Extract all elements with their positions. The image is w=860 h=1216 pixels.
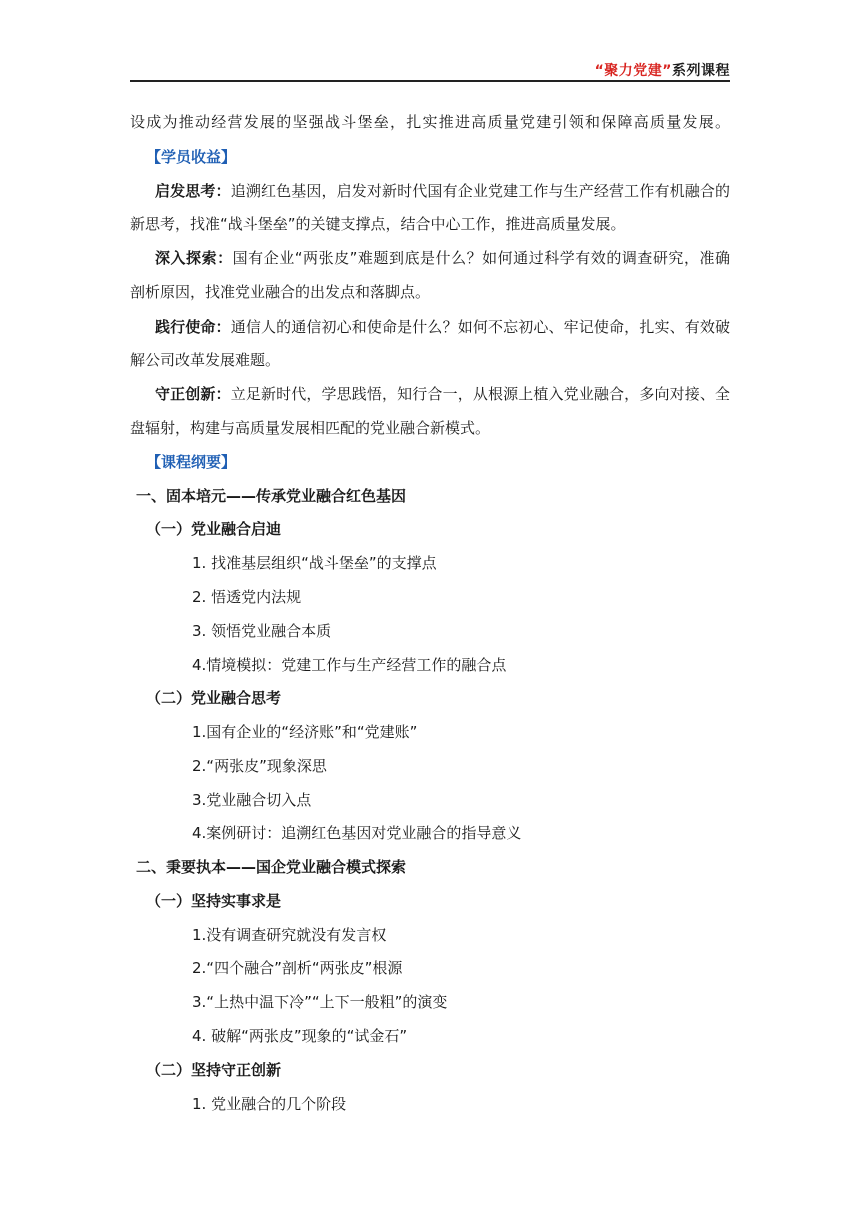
outline-part1-sub2-heading: （二）党业融合思考 <box>146 689 282 707</box>
intro-line: 设成为推动经营发展的坚强战斗堡垒，扎实推进高质量党建引领和保障高质量发展。 <box>130 113 730 131</box>
outline-item: 3.党业融合切入点 <box>192 791 312 809</box>
benefit-1-line1 <box>155 181 730 201</box>
benefit-2-label: 深入探索： <box>155 249 233 267</box>
outline-part1-sub1-heading: （一）党业融合启迪 <box>146 520 282 538</box>
benefit-2-text1: 国有企业“两张皮”难题到底是什么？如何通过科学有效的调查研究，准确 <box>232 249 730 267</box>
benefit-3-line1 <box>155 317 730 337</box>
benefit-3-line2: 解公司改革发展难题。 <box>130 351 281 369</box>
header-brand: “聚力党建” <box>594 63 672 79</box>
header-suffix: 系列课程 <box>672 63 730 79</box>
outline-item: 1.国有企业的“经济账”和“党建账” <box>192 723 418 741</box>
outline-item: 2.“两张皮”现象深思 <box>192 757 327 775</box>
page-header <box>595 60 730 80</box>
outline-title: 【课程纲要】 <box>146 453 237 471</box>
outline-item: 4.案例研讨：追溯红色基因对党业融合的指导意义 <box>192 824 522 842</box>
outline-item: 2. 悟透党内法规 <box>192 588 302 606</box>
benefit-2-line1 <box>155 248 730 268</box>
benefit-4-text1: 立足新时代，学思践悟，知行合一，从根源上植入党业融合，多向对接、全 <box>230 385 730 403</box>
benefit-3-text1: 通信人的通信初心和使命是什么？如何不忘初心、牢记使命，扎实、有效破 <box>230 318 730 336</box>
outline-part2-sub2-heading: （二）坚持守正创新 <box>146 1061 282 1079</box>
outline-item: 1.没有调查研究就没有发言权 <box>192 926 387 944</box>
benefit-1-text1: 追溯红色基因，启发对新时代国有企业党建工作与生产经营工作有机融合的 <box>230 182 730 200</box>
outline-item: 4. 破解“两张皮”现象的“试金石” <box>192 1027 408 1045</box>
outline-item: 3. 领悟党业融合本质 <box>192 622 332 640</box>
outline-item: 2.“四个融合”剖析“两张皮”根源 <box>192 959 403 977</box>
outline-part1-heading: 一、固本培元——传承党业融合红色基因 <box>136 487 407 505</box>
benefit-4-line2: 盘辐射，构建与高质量发展相匹配的党业融合新模式。 <box>130 419 491 437</box>
benefit-1-label: 启发思考： <box>155 182 231 200</box>
benefit-2-line2: 剖析原因，找准党业融合的出发点和落脚点。 <box>130 283 431 301</box>
benefit-4-line1 <box>155 384 730 404</box>
benefits-title: 【学员收益】 <box>146 148 237 166</box>
outline-part2-heading: 二、秉要执本——国企党业融合模式探索 <box>136 858 407 876</box>
outline-item: 1. 找准基层组织“战斗堡垒”的支撑点 <box>192 554 437 572</box>
outline-item: 1. 党业融合的几个阶段 <box>192 1095 347 1113</box>
benefit-4-label: 守正创新： <box>155 385 231 403</box>
benefit-3-label: 践行使命： <box>155 318 231 336</box>
outline-item: 3.“上热中温下冷”“上下一般粗”的演变 <box>192 993 448 1011</box>
outline-item: 4.情境模拟：党建工作与生产经营工作的融合点 <box>192 656 507 674</box>
outline-part2-sub1-heading: （一）坚持实事求是 <box>146 892 282 910</box>
benefit-1-line2: 新思考，找准“战斗堡垒”的关键支撑点，结合中心工作，推进高质量发展。 <box>130 215 626 233</box>
header-divider <box>130 80 730 82</box>
